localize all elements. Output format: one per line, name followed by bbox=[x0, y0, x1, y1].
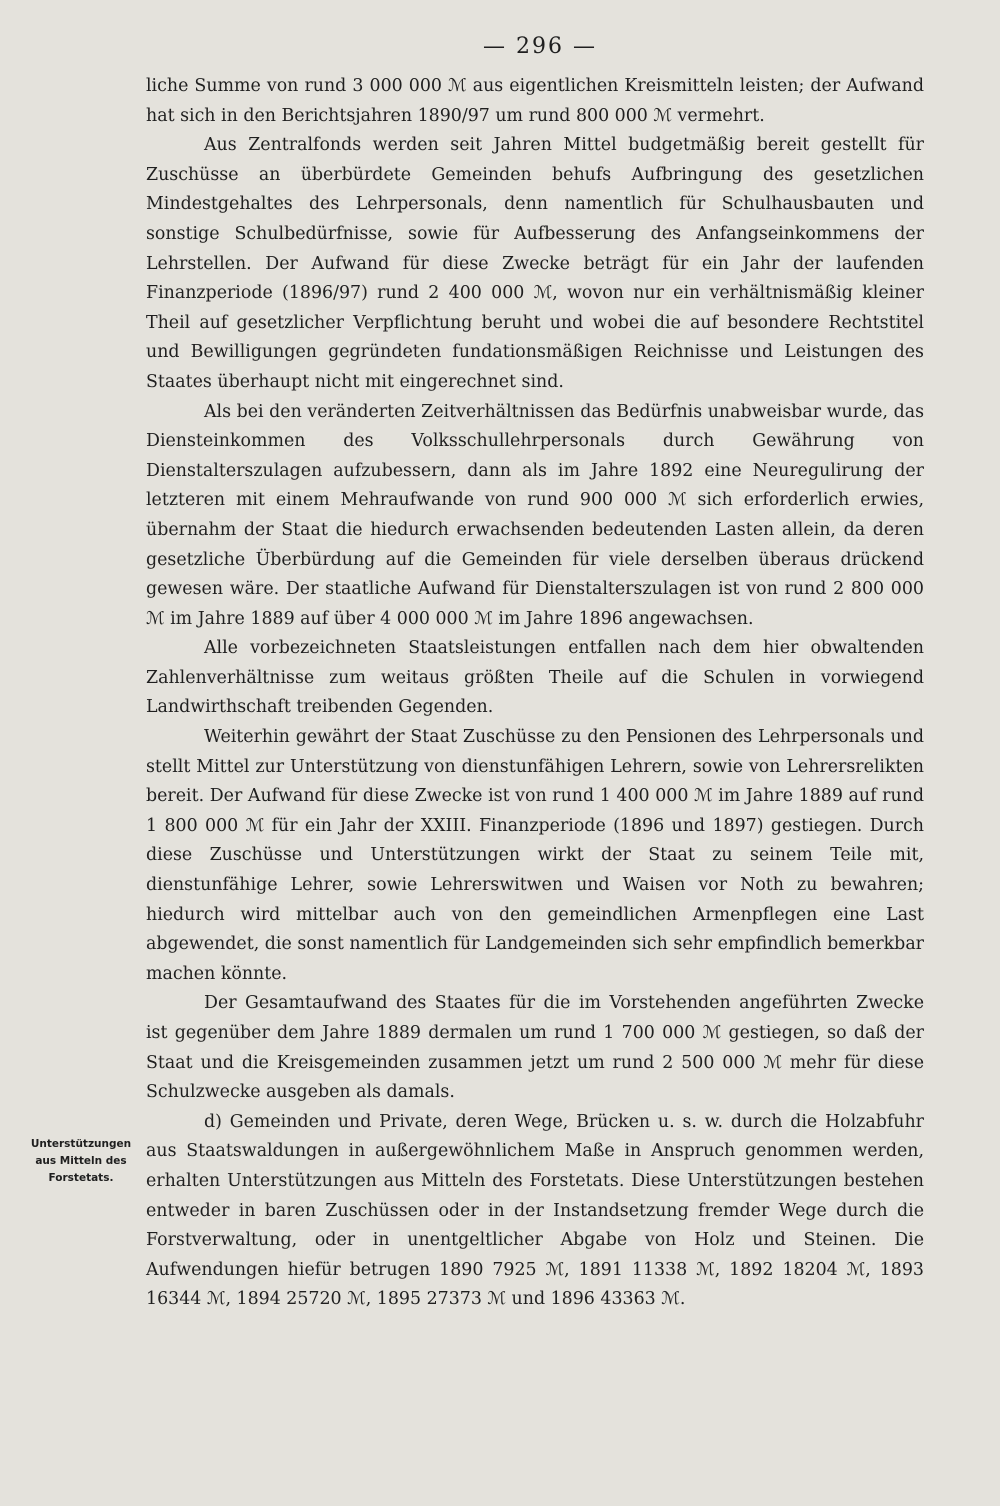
paragraph-forstetat: d) Gemeinden und Private, deren Wege, Brücken u. s. w. durch die Holzabfuhr aus Staatswaldungen in außergewöhnlichem Maße in Anspruch genommen werden, erhalten Unterstützungen aus Mitteln des Forstetats. Diese Unterstützungen bestehen entweder in baren Zuschüssen oder in der Instandsetzung fremder Wege durch die Forstverwaltung, oder in unentgeltlicher Abgabe von Holz und Steinen. Die Aufwendungen hiefür betrugen 1890 7925 ℳ, 1891 11338 ℳ, 1892 18204 ℳ, 1893 16344 ℳ, 1894 25720 ℳ, 1895 27373 ℳ und 1896 43363 ℳ. bbox=[146, 1111, 924, 1310]
paragraph-staatsleistungen: Alle vorbezeichneten Staatsleistungen entfallen nach dem hier obwaltenden Zahlenverhältnisse zum weitaus größten Theile auf die Schulen in vorwiegend Landwirthschaft treibenden Gegenden. bbox=[146, 638, 924, 718]
paragraph-continuation: liche Summe von rund 3 000 000 ℳ aus eigentlichen Kreismitteln leisten; der Aufwand hat sich in den Berichtsjahren 1890/97 um rund 800 000 ℳ vermehrt. bbox=[146, 76, 924, 126]
paragraph-zentralfonds: Aus Zentralfonds werden seit Jahren Mittel budgetmäßig bereit gestellt für Zuschüsse an überbürdete Gemeinden behufs Aufbringung des gesetzlichen Mindestgehaltes des Lehrpersonals, denn namentlich für Schulhausbauten und sonstige Schulbedürfnisse, sowie für Aufbesserung des Anfangseinkommens der Lehrstellen. Der Aufwand für diese Zwecke beträgt für ein Jahr der laufenden Finanzperiode (1896/97) rund 2 400 000 ℳ, wovon nur ein verhältnismäßig kleiner Theil auf gesetzlicher Verpflichtung beruht und wobei die auf besondere Rechtstitel und Bewilligungen gegründeten fundationsmäßigen Reichnisse und Leistungen des Staates überhaupt nicht mit eingerechnet sind. bbox=[146, 135, 924, 392]
paragraph-pensionen: Weiterhin gewährt der Staat Zuschüsse zu den Pensionen des Lehrpersonals und stellt Mittel zur Unterstützung von dienstunfähigen Lehrern, sowie von Lehrersrelikten bereit. Der Aufwand für diese Zwecke ist von rund 1 400 000 ℳ im Jahre 1889 auf rund 1 800 000 ℳ für ein Jahr der XXIII. Finanzperiode (1896 und 1897) gestiegen. Durch diese Zuschüsse und Unterstützungen wirkt der Staat zu seinem Teile mit, dienstunfähige Lehrer, sowie Lehrerswitwen und Waisen vor Noth zu bewahren; hiedurch wird mittelbar auch von den gemeindlichen Armenpflegen eine Last abgewendet, die sonst namentlich für Landgemeinden sich sehr empfindlich bemerkbar machen könnte. bbox=[146, 727, 924, 984]
page-number: — 296 — bbox=[483, 34, 597, 59]
body-text bbox=[146, 72, 924, 1315]
margin-note: Unterstützungen aus Mitteln des Forstetats. bbox=[30, 1138, 132, 1184]
paragraph-dienstalterszulagen: Als bei den veränderten Zeitverhältnissen das Bedürfnis unabweisbar wurde, das Diensteinkommen des Volksschullehrpersonals durch Gewährung von Dienstalterszulagen aufzubessern, dann als im Jahre 1892 eine Neuregulirung der letzteren mit einem Mehraufwande von rund 900 000 ℳ sich erforderlich erwies, übernahm der Staat die hiedurch erwachsenden bedeutenden Lasten allein, da deren gesetzliche Überbürdung auf die Gemeinden für viele derselben überaus drückend gewesen wäre. Der staatliche Aufwand für Dienstalterszulagen ist von rund 2 800 000 ℳ im Jahre 1889 auf über 4 000 000 ℳ im Jahre 1896 angewachsen. bbox=[146, 401, 924, 629]
paragraph-gesamtaufwand: Der Gesamtaufwand des Staates für die im Vorstehenden angeführten Zwecke ist gegenüber dem Jahre 1889 dermalen um rund 1 700 000 ℳ gestiegen, so daß der Staat und die Kreisgemeinden zusammen jetzt um rund 2 500 000 ℳ mehr für diese Schulzwecke ausgeben als damals. bbox=[146, 993, 924, 1103]
